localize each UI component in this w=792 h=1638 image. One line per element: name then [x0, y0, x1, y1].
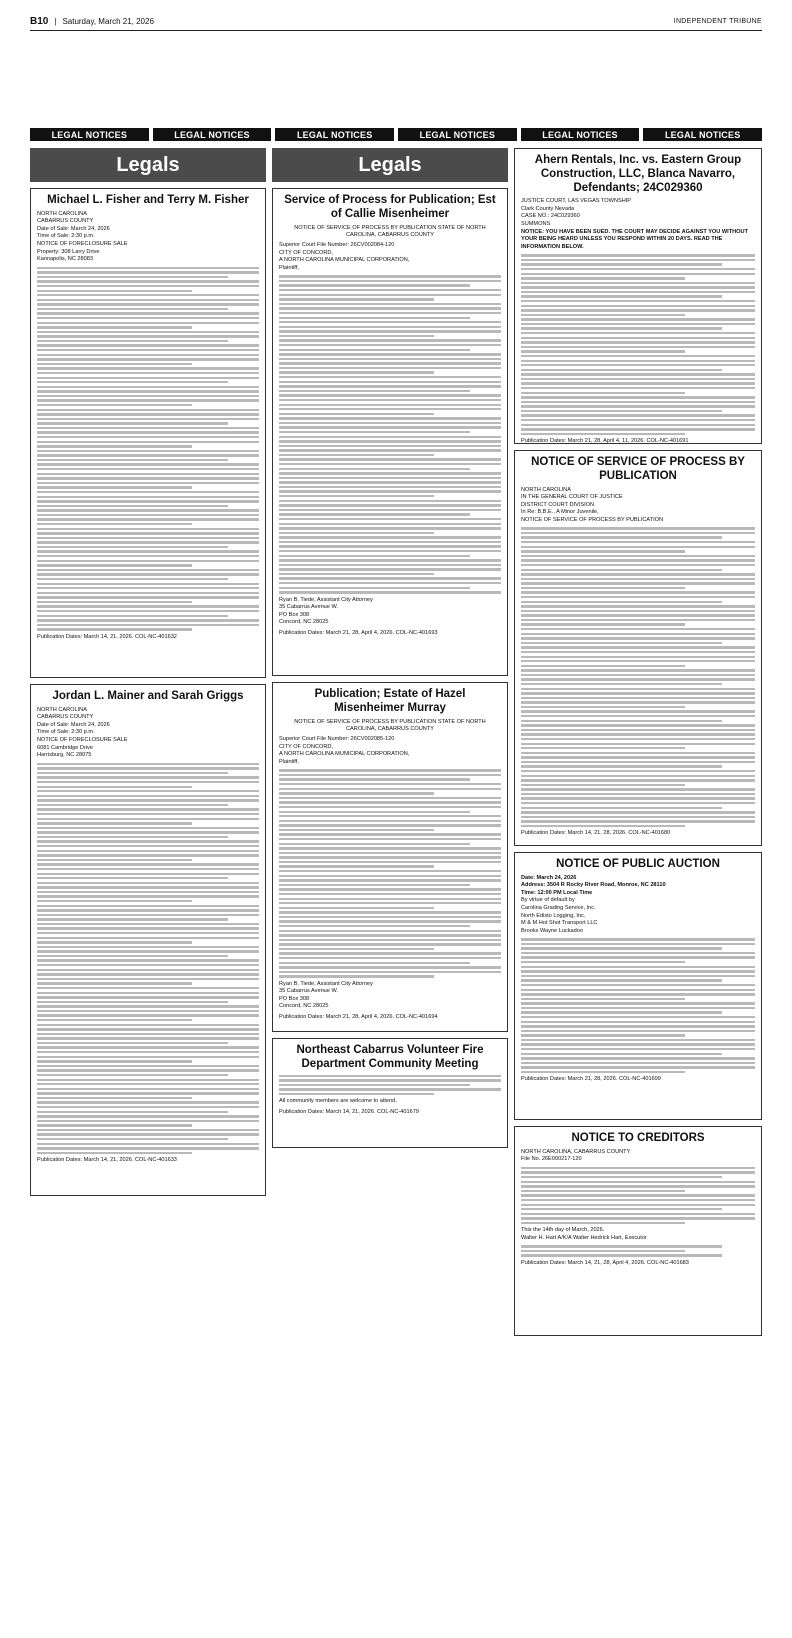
notice-meta-line: Date: March 24, 2026	[521, 874, 577, 881]
notice-text: All community members are welcome to attend.	[279, 1098, 397, 1105]
masthead-rule	[30, 30, 762, 31]
publication-dates: Publication Dates: March 21, 28, April 4, 2026. COL-NC-401693	[279, 629, 438, 636]
signature-line: Concord, NC 28025	[279, 619, 329, 626]
notice-meta-line: CITY OF CONCORD,	[279, 743, 333, 750]
notice-meta-line: 6081 Cambridge Drive	[37, 744, 93, 751]
notice-meta-line: Date of Sale: March 24, 2026	[37, 225, 110, 232]
notice-body-text	[279, 1075, 501, 1096]
notice-title: Ahern Rentals, Inc. vs. Eastern Group Construction, LLC, Blanca Navarro, Defendants; 24C029360	[534, 154, 742, 194]
notice-body-text	[521, 1167, 755, 1224]
publication-dates: Publication Dates: March 14, 21, 28, April 4, 2026. COL-NC-401683	[521, 1259, 689, 1266]
notice-body-text	[37, 267, 259, 631]
notice-meta-line: NORTH CAROLINA	[37, 210, 87, 217]
signature-line: This the 14th day of March, 2026.	[521, 1227, 605, 1234]
notice-meta-line: CASE NO.: 24C029360	[521, 213, 580, 220]
publication-dates: Publication Dates: March 14, 21, 28, 2026. COL-NC-401680	[521, 830, 671, 837]
notice-title: NOTICE OF SERVICE OF PROCESS BY PUBLICATION	[531, 456, 745, 482]
notice-title: Service of Process for Publication; Est of Callie Misenheimer	[284, 194, 496, 220]
notice-body-text	[521, 254, 755, 435]
notice-service-by-publication	[514, 450, 762, 846]
page-number: B10	[30, 15, 49, 27]
notice-meta-line: NORTH CAROLINA	[37, 706, 87, 713]
section-band: LEGAL NOTICES	[643, 128, 762, 141]
notice-meta-line: NORTH CAROLINA, CABARRUS COUNTY	[521, 1148, 631, 1155]
notice-meta-line: In Re: B.B.E., A Minor Juvenile.	[521, 509, 599, 516]
notice-meta-line: Date of Sale: March 24, 2026	[37, 721, 110, 728]
notice-ahern-summons	[514, 148, 762, 444]
notice-meta-line: Time of Sale: 2:30 p.m.	[37, 233, 95, 240]
notice-fire-department-meeting	[272, 1038, 508, 1148]
section-band: LEGAL NOTICES	[153, 128, 272, 141]
notice-meta-line: M & M Hot Shot Transport LLC	[521, 920, 598, 927]
notice-meta-line: NOTICE OF SERVICE OF PROCESS BY PUBLICATION	[521, 516, 664, 523]
notice-meta-line: Time: 12:00 PM Local Time	[521, 889, 593, 896]
notice-meta-line: CABARRUS COUNTY	[37, 218, 94, 225]
issue-date: Saturday, March 21, 2026	[62, 16, 154, 26]
notice-meta-line: Plaintiff,	[279, 264, 299, 271]
notice-meta-line: Kannapolis, NC 28083	[37, 256, 93, 263]
notice-meta-line: Address: 3504 R Rocky River Road, Monroe, NC 28110	[521, 882, 666, 889]
signature-line: PO Box 308	[279, 995, 310, 1002]
publication-dates: Publication Dates: March 21, 28, 2026. COL-NC-401699	[521, 1076, 661, 1083]
notice-meta-line: Clark County Nevada	[521, 205, 575, 212]
notice-meta-line: DISTRICT COURT DIVISION	[521, 501, 595, 508]
notice-title: Northeast Cabarrus Volunteer Fire Department Community Meeting	[296, 1044, 484, 1070]
notice-meta-line: Property: 308 Larry Drive	[37, 248, 100, 255]
notice-title: NOTICE TO CREDITORS	[571, 1132, 705, 1144]
notice-title: NOTICE OF PUBLIC AUCTION	[556, 858, 720, 870]
notice-meta-line: Time of Sale: 2:30 p.m.	[37, 729, 95, 736]
publication-dates: Publication Dates: March 14, 21, 2026. COL-NC-401632	[37, 633, 177, 640]
section-band: LEGAL NOTICES	[275, 128, 394, 141]
notice-meta-line: JUSTICE COURT, LAS VEGAS TOWNSHIP	[521, 198, 632, 205]
notice-meta-line: Plaintiff,	[279, 758, 299, 765]
notice-meta-line: Carolina Grading Service, Inc.	[521, 904, 596, 911]
notice-meta-line: Harrisburg, NC 28075	[37, 752, 92, 759]
signature-line: 35 Cabarrus Avenue W.	[279, 604, 338, 611]
legals-heading: Legals	[30, 148, 266, 182]
notice-hazel-murray-publication	[272, 682, 508, 1032]
notice-meta-line: CITY OF CONCORD,	[279, 249, 333, 256]
notice-meta-line: Brooks Wayne Luckadoo	[521, 927, 583, 934]
notice-subtitle: NOTICE OF SERVICE OF PROCESS BY PUBLICATION STATE OF NORTH CAROLINA, CABARRUS COUNTY	[294, 718, 486, 732]
notice-meta-line: Superior Court File Number: 26CV002084-120	[279, 242, 395, 249]
masthead-separator: |	[54, 16, 57, 26]
notice-griggs-foreclosure	[30, 684, 266, 1196]
notice-meta-line: North Edisto Logging, Inc.	[521, 912, 586, 919]
notice-body-text	[521, 527, 755, 827]
notice-body-text	[279, 275, 501, 593]
notice-meta-line: NORTH CAROLINA	[521, 486, 571, 493]
notice-title: Publication; Estate of Hazel Misenheimer Murray	[314, 688, 466, 714]
notice-misenheimer-service	[272, 188, 508, 676]
notice-meta-line: By virtue of default by	[521, 897, 575, 904]
column-1	[30, 148, 266, 1618]
signature-line: Ryan B. Tiede, Assistant City Attorney	[279, 980, 373, 987]
notice-warning: NOTICE: YOU HAVE BEEN SUED. THE COURT MAY DECIDE AGAINST YOU WITHOUT YOUR BEING HEARD UNLESS YOU RESPOND WITHIN 20 DAYS. READ THE INFORMATION BELOW.	[521, 228, 748, 250]
notice-body-text	[37, 763, 259, 1155]
notice-fisher-foreclosure	[30, 188, 266, 678]
publication-dates: Publication Dates: March 21, 28, April 4, 11, 2026. COL-NC-401691	[521, 438, 689, 444]
notice-public-auction	[514, 852, 762, 1120]
notice-body-text	[279, 769, 501, 977]
notice-meta-line: File No. 26E000217-120	[521, 1156, 582, 1163]
section-band: LEGAL NOTICES	[30, 128, 149, 141]
legals-heading: Legals	[272, 148, 508, 182]
notice-meta-line: NOTICE OF FORECLOSURE SALE	[37, 240, 128, 247]
page-masthead	[30, 14, 762, 28]
signature-line: Ryan B. Tiede, Assistant City Attorney	[279, 596, 373, 603]
notice-to-creditors	[514, 1126, 762, 1336]
notice-meta-line: CABARRUS COUNTY	[37, 714, 94, 721]
notice-subtitle: NOTICE OF SERVICE OF PROCESS BY PUBLICATION STATE OF NORTH CAROLINA, CABARRUS COUNTY	[294, 224, 486, 238]
signature-line: Walter H. Hart A/K/A Walter Hedrick Hart, Executor	[521, 1234, 647, 1241]
section-band: LEGAL NOTICES	[521, 128, 640, 141]
publication-dates: Publication Dates: March 21, 28, April 4, 2026. COL-NC-401694	[279, 1013, 438, 1020]
publication-dates: Publication Dates: March 14, 21, 2026. COL-NC-401633	[37, 1157, 177, 1164]
section-bands	[30, 128, 762, 141]
notice-body-text	[521, 938, 755, 1073]
notice-meta-line: SUMMONS	[521, 221, 551, 228]
publication-name: INDEPENDENT TRIBUNE	[673, 17, 762, 25]
section-band: LEGAL NOTICES	[398, 128, 517, 141]
column-3	[514, 148, 762, 1618]
signature-line: 35 Cabarrus Avenue W.	[279, 988, 338, 995]
notice-body-text	[521, 1245, 755, 1257]
column-2	[272, 148, 508, 1618]
publication-dates: Publication Dates: March 14, 21, 2026. COL-NC-401679	[279, 1108, 419, 1115]
notice-meta-line: A NORTH CAROLINA MUNICIPAL CORPORATION,	[279, 257, 410, 264]
notice-meta-line: IN THE GENERAL COURT OF JUSTICE	[521, 494, 623, 501]
notice-title: Michael L. Fisher and Terry M. Fisher	[47, 194, 249, 206]
notice-meta-line: Superior Court File Number: 26CV002085-120	[279, 736, 395, 743]
notice-meta-line: NOTICE OF FORECLOSURE SALE	[37, 736, 128, 743]
notice-title: Jordan L. Mainer and Sarah Griggs	[52, 690, 244, 702]
signature-line: PO Box 308	[279, 611, 310, 618]
notice-meta-line: A NORTH CAROLINA MUNICIPAL CORPORATION,	[279, 751, 410, 758]
signature-line: Concord, NC 28025	[279, 1003, 329, 1010]
